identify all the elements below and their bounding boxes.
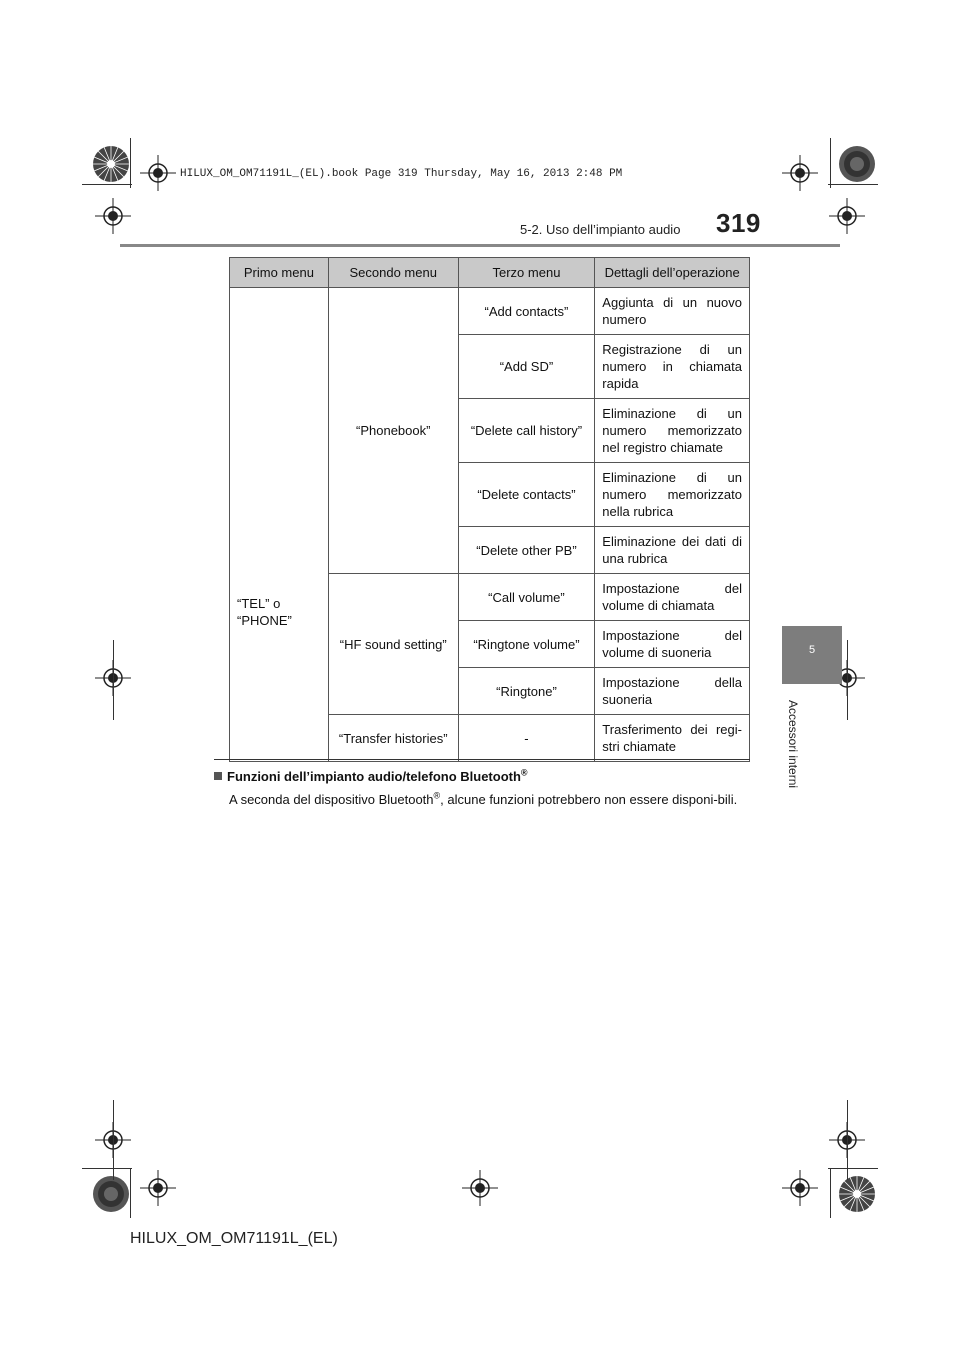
operations-table bbox=[229, 257, 750, 762]
footer-code: HILUX_OM_OM71191L_(EL) bbox=[130, 1230, 338, 1247]
detail-cell: Eliminazione dei dati di una rubrica bbox=[595, 527, 750, 574]
registered-mark: ® bbox=[433, 790, 441, 801]
chapter-tab: 5 bbox=[782, 626, 842, 684]
table-row bbox=[230, 288, 750, 335]
note-title bbox=[214, 769, 528, 784]
terzo-menu-cell: “Delete other PB” bbox=[458, 527, 595, 574]
registration-target-icon bbox=[782, 1170, 818, 1206]
detail-cell: Impostazione del volume di suoneria bbox=[595, 621, 750, 668]
secondo-menu-cell: “Transfer histories” bbox=[328, 715, 458, 762]
terzo-menu-cell: “Ringtone volume” bbox=[458, 621, 595, 668]
detail-cell: Impostazione della suoneria bbox=[595, 668, 750, 715]
registration-target-icon bbox=[829, 198, 865, 234]
terzo-menu-cell: - bbox=[458, 715, 595, 762]
sunburst-mark-icon bbox=[838, 1175, 876, 1213]
primo-menu-cell: “TEL” o “PHONE” bbox=[230, 288, 329, 762]
print-header: HILUX_OM_OM71191L_(EL).book Page 319 Thursday, May 16, 2013 2:48 PM bbox=[180, 168, 623, 180]
terzo-menu-cell: “Ringtone” bbox=[458, 668, 595, 715]
section-title: 5-2. Uso dell’impianto audio bbox=[520, 222, 681, 237]
registration-target-icon bbox=[95, 198, 131, 234]
detail-cell: Registrazione di un numero in chiamata rapida bbox=[595, 335, 750, 399]
column-header: Dettagli dell’operazione bbox=[595, 258, 750, 288]
column-header: Secondo menu bbox=[328, 258, 458, 288]
note-body-text: A seconda del dispositivo Bluetooth bbox=[229, 792, 434, 807]
detail-cell: Eliminazione di un numero memorizzato nella rubrica bbox=[595, 463, 750, 527]
note-rule bbox=[214, 759, 750, 760]
detail-cell: Trasferimento dei regi-stri chiamate bbox=[595, 715, 750, 762]
chapter-title: Accessori interni bbox=[786, 700, 800, 789]
page-number: 319 bbox=[716, 208, 761, 238]
terzo-menu-cell: “Add SD” bbox=[458, 335, 595, 399]
secondo-menu-cell: “HF sound setting” bbox=[328, 574, 458, 715]
terzo-menu-cell: “Add contacts” bbox=[458, 288, 595, 335]
sunburst-mark-icon bbox=[92, 1175, 130, 1213]
registration-target-icon bbox=[462, 1170, 498, 1206]
terzo-menu-cell: “Delete call history” bbox=[458, 399, 595, 463]
note-body-text: , alcune funzioni potrebbero non essere disponi-bili. bbox=[440, 792, 738, 807]
registered-mark: ® bbox=[520, 767, 528, 778]
registration-target-icon bbox=[782, 155, 818, 191]
note-body bbox=[229, 790, 750, 809]
sunburst-mark-icon bbox=[838, 145, 876, 183]
detail-cell: Eliminazione di un numero memorizzato nel registro chiamate bbox=[595, 399, 750, 463]
header-rule bbox=[120, 244, 840, 247]
terzo-menu-cell: “Call volume” bbox=[458, 574, 595, 621]
table-header-row bbox=[230, 258, 750, 288]
detail-cell: Impostazione del volume di chiamata bbox=[595, 574, 750, 621]
terzo-menu-cell: “Delete contacts” bbox=[458, 463, 595, 527]
column-header: Primo menu bbox=[230, 258, 329, 288]
registration-target-icon bbox=[140, 155, 176, 191]
secondo-menu-cell: “Phonebook” bbox=[328, 288, 458, 574]
sunburst-mark-icon bbox=[92, 145, 130, 183]
bullet-square-icon bbox=[214, 772, 222, 780]
detail-cell: Aggiunta di un nuovo numero bbox=[595, 288, 750, 335]
column-header: Terzo menu bbox=[458, 258, 595, 288]
note-title-text: Funzioni dell’impianto audio/telefono Bluetooth bbox=[227, 769, 521, 784]
registration-target-icon bbox=[140, 1170, 176, 1206]
